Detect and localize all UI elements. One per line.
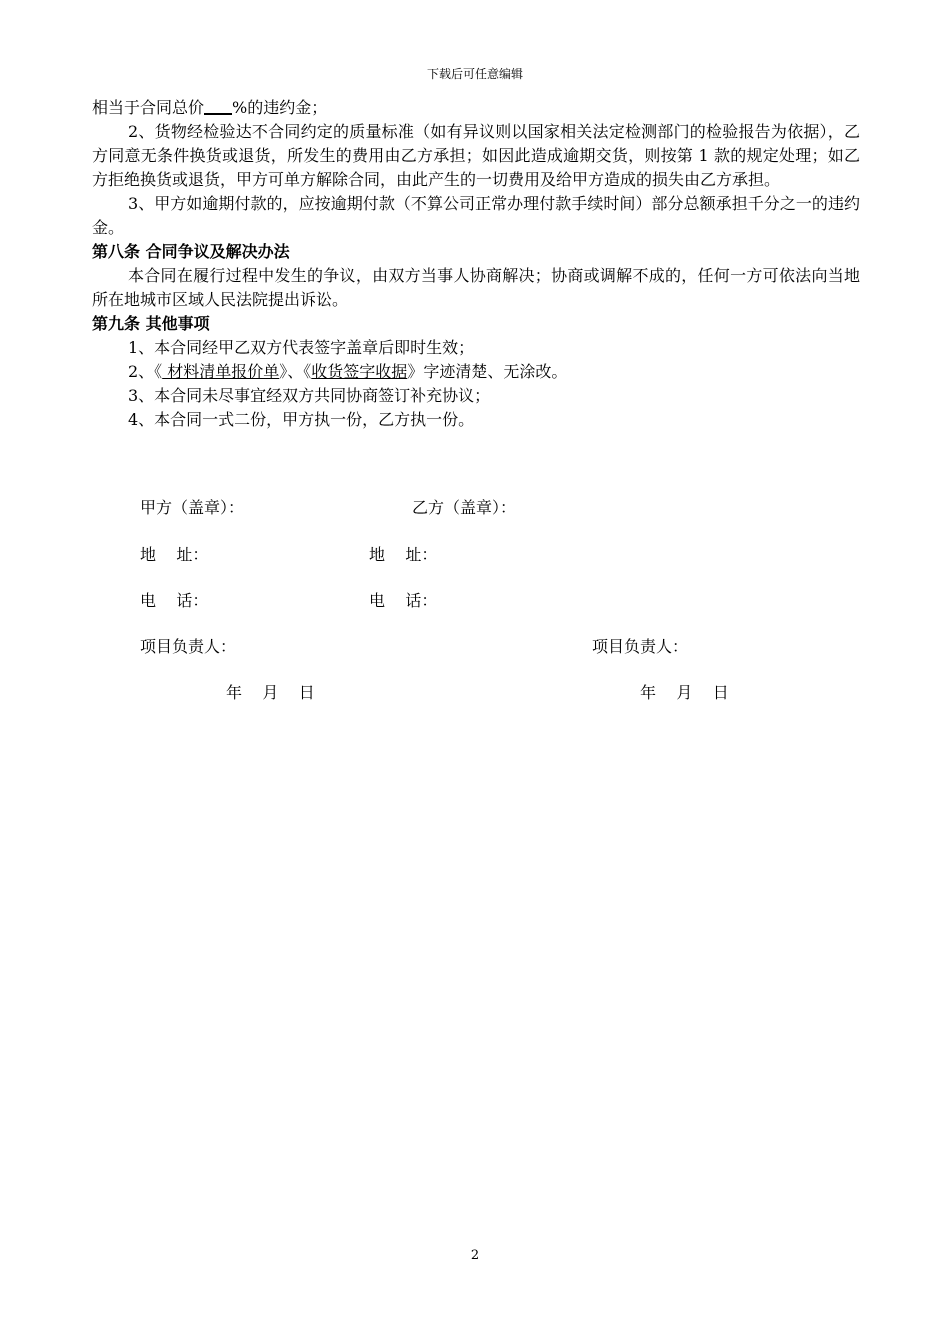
party-b-manager: 项目负责人： [592, 637, 689, 656]
article9-item4: 4、本合同一式二份，甲方执一份，乙方执一份。 [128, 410, 475, 429]
materials-quote-link: 材料清单报价单 [162, 362, 280, 381]
article9-item2 [92, 360, 860, 384]
item2-mid: 》、《 [279, 362, 312, 381]
article8-title: 第八条 合同争议及解决办法 [92, 242, 290, 261]
party-a-seal: 甲方（盖章）： [140, 498, 245, 517]
article9-title: 第九条 其他事项 [92, 314, 210, 333]
party-a-date: 年 月 日 [226, 683, 315, 702]
party-a-phone: 电 话： [140, 591, 209, 610]
article8-text: 本合同在履行过程中发生的争议，由双方当事人协商解决；协商或调解不成的，任何一方可依法向当地所在地城市区域人民法院提出诉讼。 [92, 266, 860, 309]
page-number: 2 [470, 1248, 480, 1263]
article7-item3: 3、甲方如逾期付款的，应按逾期付款（不算公司正常办理付款手续时间）部分总额承担千分之一的违约金。 [92, 194, 860, 237]
penalty-line-pre: 相当于合同总价 [92, 98, 205, 117]
receipt-link: 收货签字收据 [311, 362, 408, 381]
penalty-line-post: %的违约金； [232, 98, 328, 117]
page-header: 下载后可任意编辑 [426, 67, 523, 81]
penalty-line [92, 96, 860, 120]
percentage-blank [204, 96, 232, 115]
party-b-seal: 乙方（盖章）： [412, 498, 517, 517]
party-a-manager: 项目负责人： [140, 637, 237, 656]
item2-post: 》字迹清楚、无涂改。 [407, 362, 568, 381]
contract-body [92, 96, 860, 432]
article9-item3: 3、本合同未尽事宜经双方共同协商签订补充协议； [128, 386, 491, 405]
article9-item1: 1、本合同经甲乙双方代表签字盖章后即时生效； [128, 338, 475, 357]
party-b-address: 地 址： [369, 545, 438, 564]
article7-item2: 2、货物经检验达不合同约定的质量标准（如有异议则以国家相关法定检测部门的检验报告为依据），乙方同意无条件换货或退货，所发生的费用由乙方承担；如因此造成逾期交货，则按第 1 款的规定处理；如乙方拒绝换货或退货，甲方可单方解除合同，由此产生的一切费用及给甲方造成的损失由乙方承担。 [92, 122, 860, 189]
party-b-date: 年 月 日 [640, 683, 729, 702]
item2-pre: 2、《 [128, 362, 163, 381]
party-b-phone: 电 话： [369, 591, 438, 610]
party-a-address: 地 址： [140, 545, 209, 564]
